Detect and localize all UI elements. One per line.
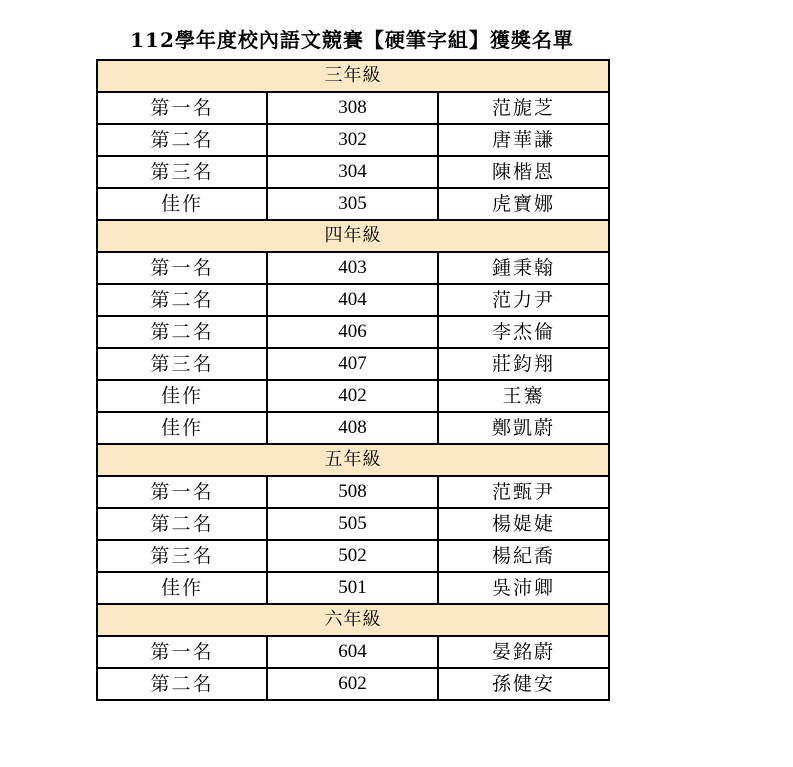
- awards-table-body: [97, 60, 609, 700]
- name-cell: 莊鈞翔: [438, 348, 609, 380]
- class-cell: 508: [267, 476, 438, 508]
- table-row: [97, 252, 609, 284]
- rank-cell: 第二名: [97, 284, 267, 316]
- table-row: [97, 636, 609, 668]
- rank-cell: 第二名: [97, 508, 267, 540]
- grade-header-row: [97, 60, 609, 92]
- rank-cell: 第三名: [97, 156, 267, 188]
- rank-cell: 第三名: [97, 540, 267, 572]
- table-row: [97, 508, 609, 540]
- name-cell: 李杰倫: [438, 316, 609, 348]
- rank-cell: 第二名: [97, 316, 267, 348]
- table-row: [97, 572, 609, 604]
- rank-cell: 第二名: [97, 124, 267, 156]
- table-row: [97, 540, 609, 572]
- rank-cell: 佳作: [97, 380, 267, 412]
- class-cell: 408: [267, 412, 438, 444]
- name-cell: 陳楷恩: [438, 156, 609, 188]
- grade-header-row: [97, 444, 609, 476]
- rank-cell: 第三名: [97, 348, 267, 380]
- name-cell: 范甄尹: [438, 476, 609, 508]
- class-cell: 502: [267, 540, 438, 572]
- class-cell: 308: [267, 92, 438, 124]
- name-cell: 王騫: [438, 380, 609, 412]
- name-cell: 虎寶娜: [438, 188, 609, 220]
- grade-header: 六年級: [97, 604, 609, 636]
- name-cell: 孫健安: [438, 668, 609, 700]
- name-cell: 鄭凱蔚: [438, 412, 609, 444]
- rank-cell: 佳作: [97, 572, 267, 604]
- class-cell: 403: [267, 252, 438, 284]
- class-cell: 305: [267, 188, 438, 220]
- rank-cell: 第二名: [97, 668, 267, 700]
- class-cell: 406: [267, 316, 438, 348]
- table-row: [97, 412, 609, 444]
- class-cell: 407: [267, 348, 438, 380]
- table-row: [97, 476, 609, 508]
- grade-header: 五年級: [97, 444, 609, 476]
- class-cell: 302: [267, 124, 438, 156]
- class-cell: 604: [267, 636, 438, 668]
- table-row: [97, 668, 609, 700]
- rank-cell: 佳作: [97, 188, 267, 220]
- table-row: [97, 92, 609, 124]
- rank-cell: 第一名: [97, 92, 267, 124]
- class-cell: 505: [267, 508, 438, 540]
- class-cell: 501: [267, 572, 438, 604]
- rank-cell: 第一名: [97, 476, 267, 508]
- class-cell: 304: [267, 156, 438, 188]
- table-row: [97, 188, 609, 220]
- awards-table: [96, 59, 610, 701]
- name-cell: 范旎芝: [438, 92, 609, 124]
- rank-cell: 第一名: [97, 636, 267, 668]
- name-cell: 晏銘蔚: [438, 636, 609, 668]
- table-row: [97, 124, 609, 156]
- table-row: [97, 284, 609, 316]
- rank-cell: 佳作: [97, 412, 267, 444]
- grade-header-row: [97, 604, 609, 636]
- name-cell: 楊紀喬: [438, 540, 609, 572]
- page-title: 112學年度校內語文競賽【硬筆字組】獲獎名單: [130, 28, 574, 52]
- table-row: [97, 348, 609, 380]
- grade-header: 四年級: [97, 220, 609, 252]
- name-cell: 鍾秉翰: [438, 252, 609, 284]
- grade-header-row: [97, 220, 609, 252]
- table-row: [97, 316, 609, 348]
- name-cell: 吳沛卿: [438, 572, 609, 604]
- table-row: [97, 156, 609, 188]
- name-cell: 唐華謙: [438, 124, 609, 156]
- rank-cell: 第一名: [97, 252, 267, 284]
- class-cell: 402: [267, 380, 438, 412]
- grade-header: 三年級: [97, 60, 609, 92]
- table-row: [97, 380, 609, 412]
- name-cell: 楊媞婕: [438, 508, 609, 540]
- name-cell: 范力尹: [438, 284, 609, 316]
- class-cell: 404: [267, 284, 438, 316]
- class-cell: 602: [267, 668, 438, 700]
